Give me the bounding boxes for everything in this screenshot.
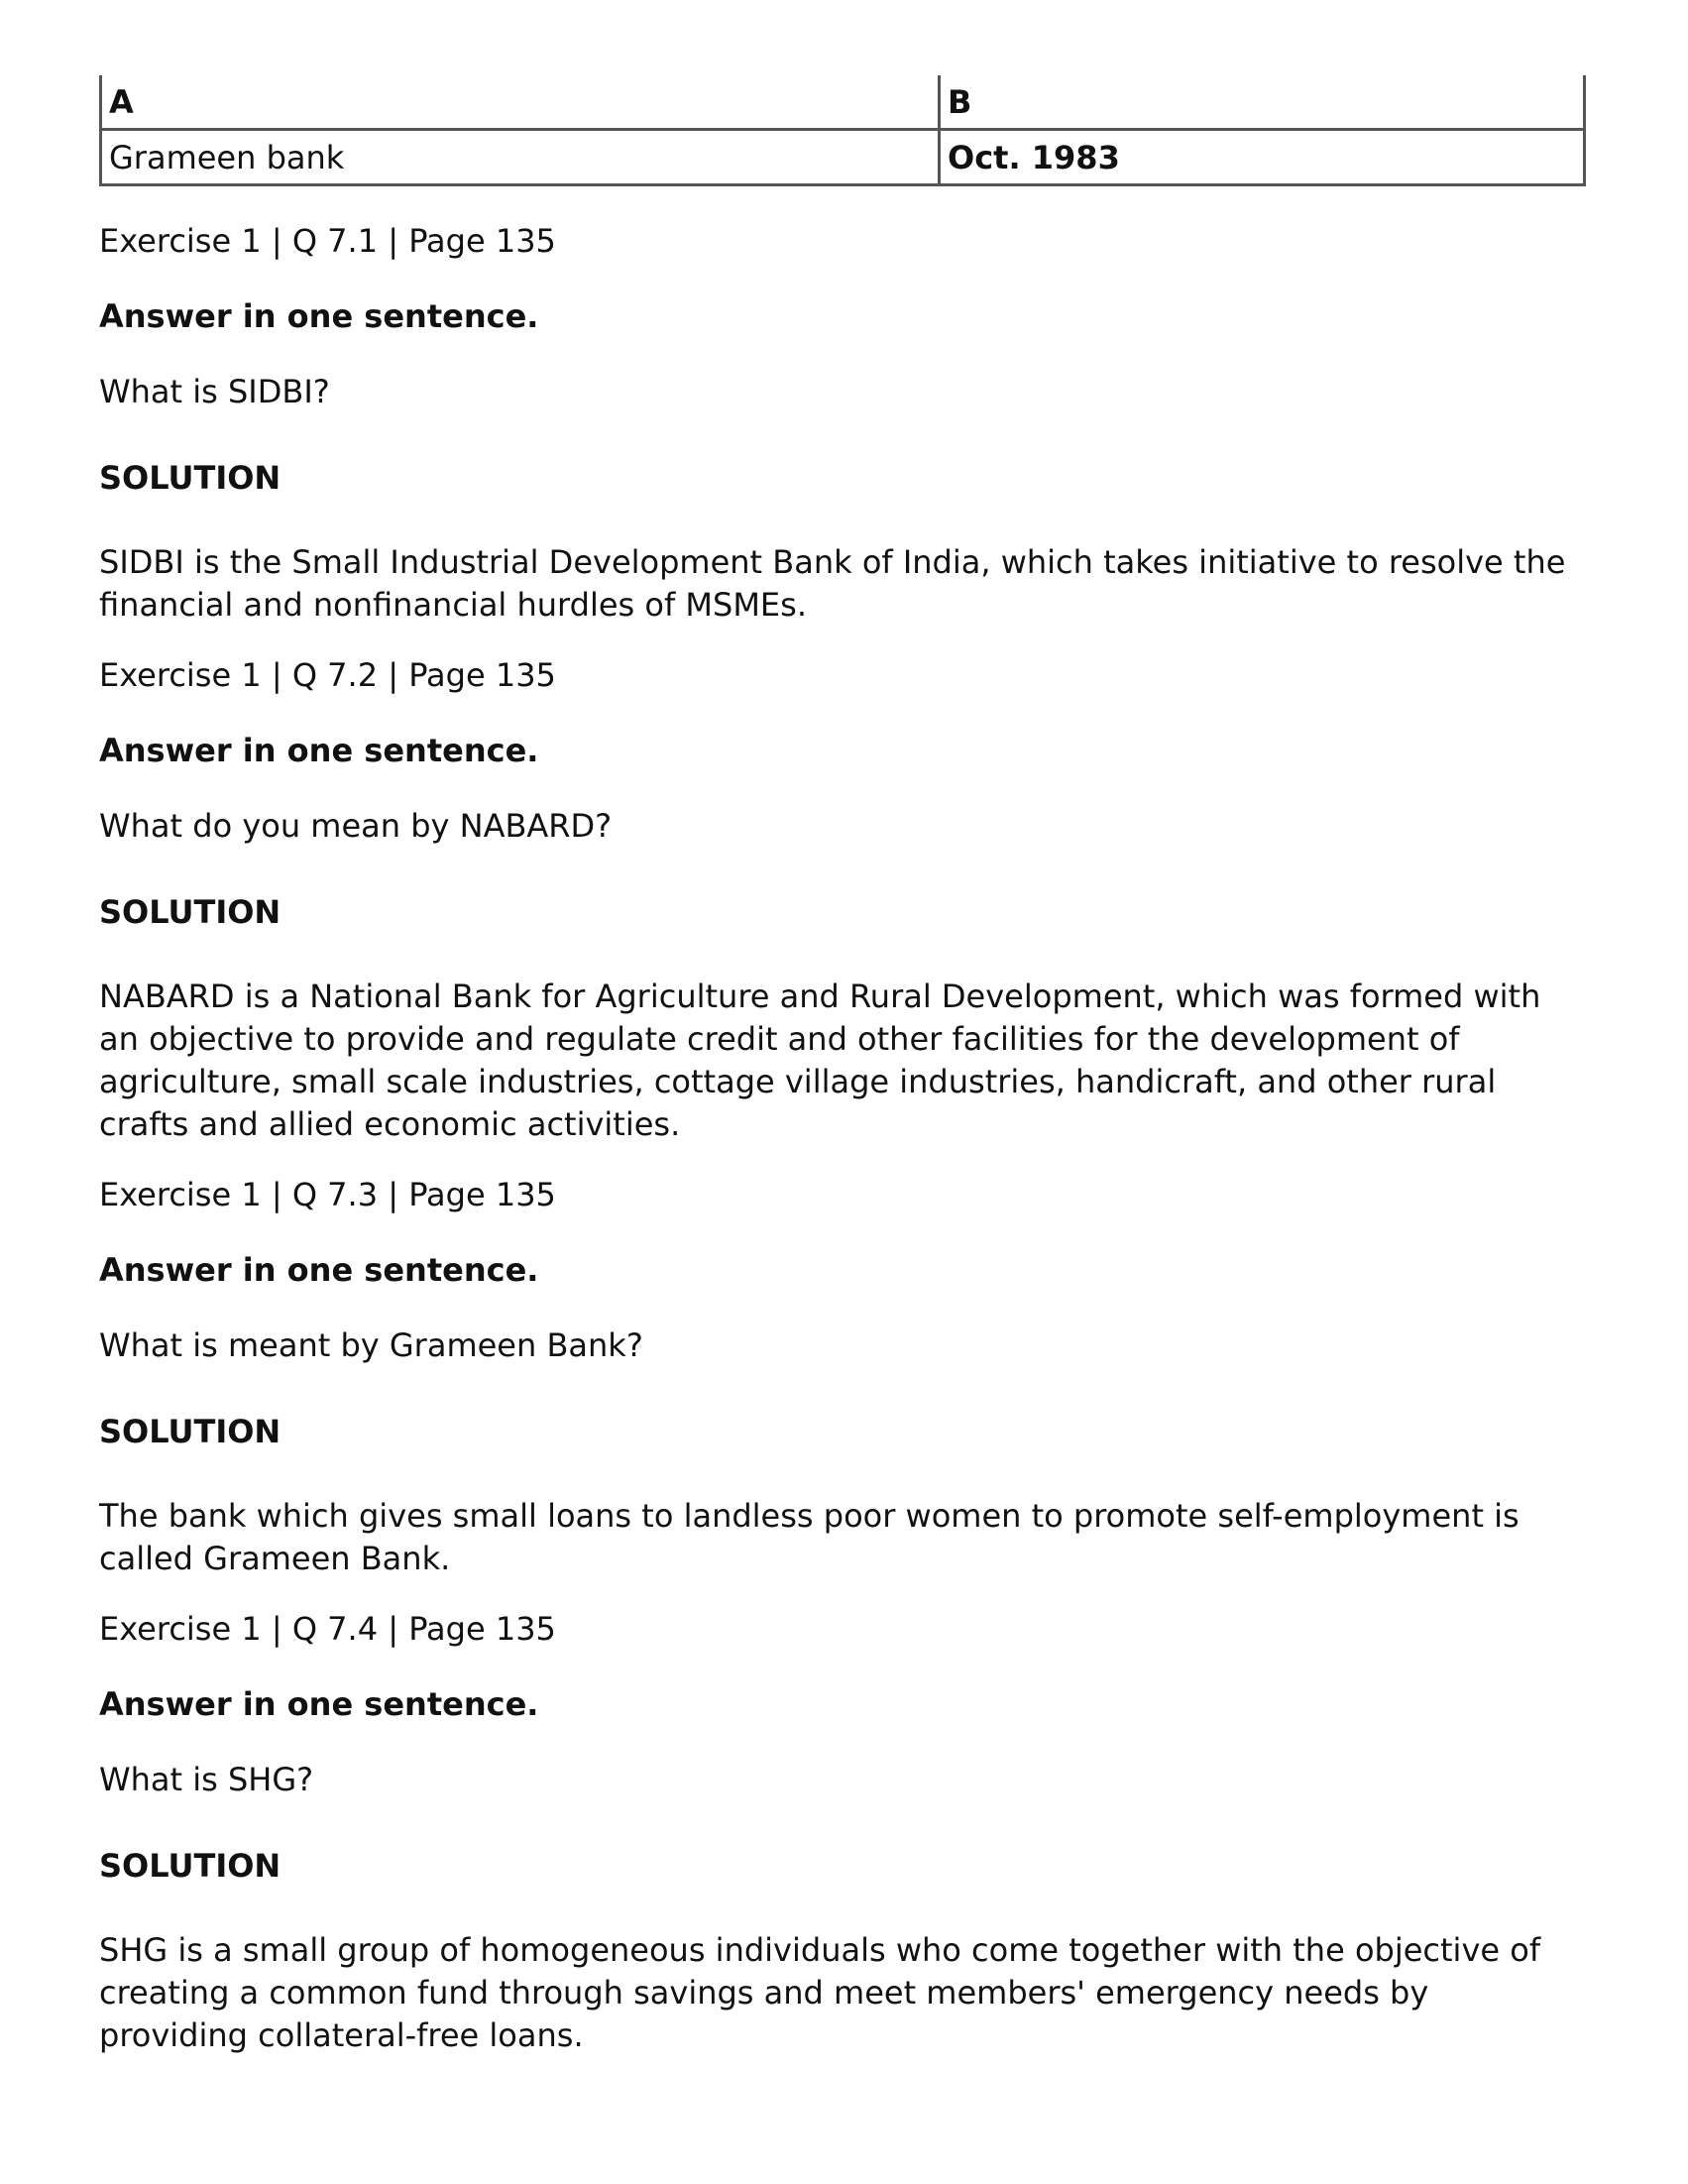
solution-heading: SOLUTION — [99, 1412, 281, 1450]
question-block — [99, 1608, 1586, 2057]
question-block — [99, 1174, 1586, 1580]
column-header-a: A — [101, 75, 940, 129]
solution-heading: SOLUTION — [99, 1846, 281, 1885]
exercise-reference: Exercise 1 | Q 7.3 | Page 135 — [99, 1175, 556, 1213]
table-row — [101, 129, 1585, 184]
question-text: What is meant by Grameen Bank? — [99, 1325, 643, 1364]
table-header-row — [101, 75, 1585, 129]
question-text: What is SIDBI? — [99, 372, 330, 410]
question-text: What is SHG? — [99, 1760, 314, 1798]
solution-text: NABARD is a National Bank for Agriculture and Rural Development, which was formed with an objective to provide and regulate credit and other facilities for the development of agriculture, small scale industries, cottage village industries, handicraft, and other rural crafts and allied economic activities. — [99, 977, 1541, 1143]
exercise-reference: Exercise 1 | Q 7.1 | Page 135 — [99, 221, 556, 260]
table-cell-b: Oct. 1983 — [940, 129, 1585, 184]
table-cell-a: Grameen bank — [101, 129, 940, 184]
solution-heading: SOLUTION — [99, 458, 281, 497]
question-prompt: Answer in one sentence. — [99, 296, 539, 335]
question-prompt: Answer in one sentence. — [99, 1684, 539, 1723]
exercise-reference: Exercise 1 | Q 7.2 | Page 135 — [99, 655, 556, 694]
question-prompt: Answer in one sentence. — [99, 731, 539, 769]
question-block — [99, 654, 1586, 1146]
solution-text: The bank which gives small loans to landless poor women to promote self-employment is called Grameen Bank. — [99, 1496, 1519, 1577]
solution-text: SHG is a small group of homogeneous individuals who come together with the objective of creating a common fund through savings and meet members' emergency needs by providing collateral-free loans. — [99, 1930, 1541, 2054]
question-prompt: Answer in one sentence. — [99, 1250, 539, 1289]
question-block — [99, 220, 1586, 627]
match-table — [99, 75, 1586, 186]
column-header-b: B — [940, 75, 1585, 129]
document-page — [99, 75, 1586, 2057]
question-text: What do you mean by NABARD? — [99, 806, 613, 845]
solution-heading: SOLUTION — [99, 892, 281, 931]
exercise-reference: Exercise 1 | Q 7.4 | Page 135 — [99, 1609, 556, 1648]
solution-text: SIDBI is the Small Industrial Development Bank of India, which takes initiative to resolve the financial and nonfinancial hurdles of MSMEs. — [99, 542, 1566, 624]
